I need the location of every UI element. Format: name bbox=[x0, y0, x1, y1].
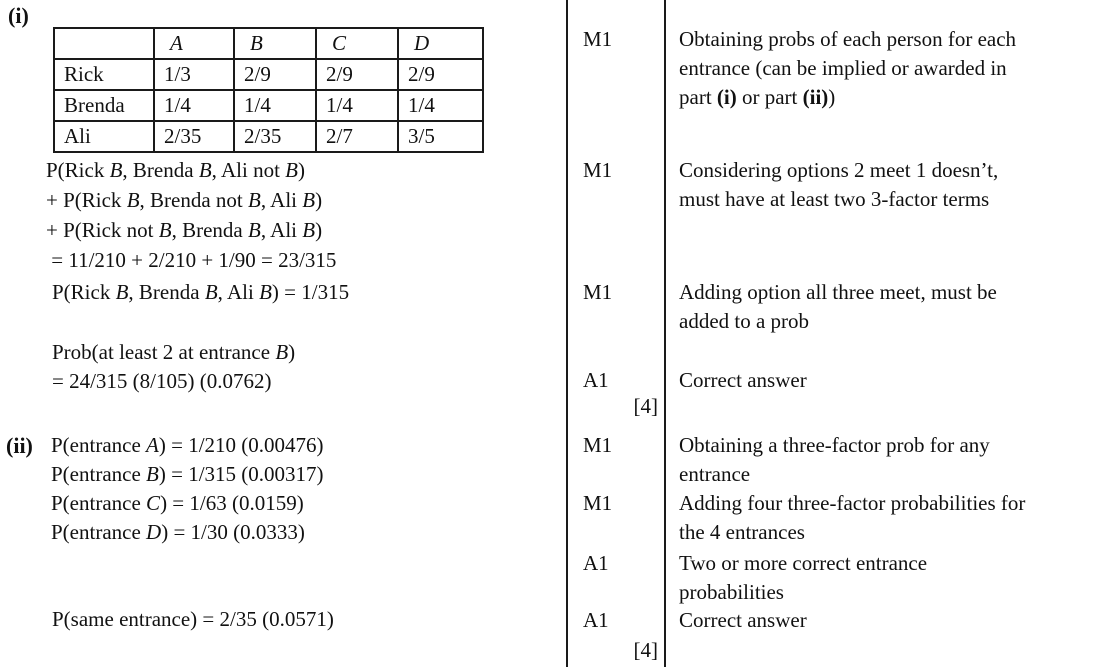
work-line: P(entrance D) = 1/30 (0.0333) bbox=[51, 520, 305, 544]
part-i-answer bbox=[52, 338, 295, 396]
table-corner-cell bbox=[54, 28, 154, 59]
work-line: + P(Rick not B, Brenda B, Ali B) bbox=[46, 218, 323, 242]
part-i-label: (i) bbox=[8, 3, 29, 28]
mark-cell: M1 bbox=[583, 158, 613, 182]
table-header-a: A bbox=[154, 28, 234, 59]
cell-value: 2/35 bbox=[154, 121, 234, 152]
cell-value: 2/9 bbox=[234, 59, 316, 90]
cell-value: 2/9 bbox=[316, 59, 398, 90]
cell-value: 2/7 bbox=[316, 121, 398, 152]
comment-line: entrance (can be implied or awarded in bbox=[679, 56, 1007, 80]
mark-comment bbox=[679, 431, 1094, 489]
mark-cell: M1 bbox=[583, 280, 613, 304]
comment-line: Correct answer bbox=[679, 368, 807, 392]
mark-cell: A1 bbox=[583, 551, 609, 575]
comment-line: Obtaining probs of each person for each bbox=[679, 27, 1017, 51]
comment-line: part (i) or part (ii)) bbox=[679, 85, 836, 109]
part-ii-answer-line: P(same entrance) = 2/35 (0.0571) bbox=[52, 607, 334, 631]
mark-cell: A1 bbox=[583, 608, 609, 632]
table-row-rick bbox=[54, 59, 483, 90]
table-header-b: B bbox=[234, 28, 316, 59]
mark-cell: M1 bbox=[583, 433, 613, 457]
mark-cell: M1 bbox=[583, 491, 613, 515]
work-line: P(entrance A) = 1/210 (0.00476) bbox=[51, 433, 324, 457]
part-ii-total-marks: [4] bbox=[633, 638, 658, 662]
table-header-row bbox=[54, 28, 483, 59]
all-three-meet-line: P(Rick B, Brenda B, Ali B) = 1/315 bbox=[52, 280, 350, 304]
work-line: P(Rick B, Brenda B, Ali not B) bbox=[46, 158, 305, 182]
comment-line: Obtaining a three-factor prob for any bbox=[679, 433, 990, 457]
comment-line: Adding four three-factor probabilities for bbox=[679, 491, 1026, 515]
row-label: Ali bbox=[54, 121, 154, 152]
work-line: P(entrance C) = 1/63 (0.0159) bbox=[51, 491, 304, 515]
mark-cell: M1 bbox=[583, 27, 613, 51]
row-label: Rick bbox=[54, 59, 154, 90]
mark-cell: A1 bbox=[583, 368, 609, 392]
mark-comment bbox=[679, 549, 1094, 607]
cell-value: 2/35 bbox=[234, 121, 316, 152]
mark-comment bbox=[679, 25, 1094, 112]
comment-line: probabilities bbox=[679, 580, 784, 604]
comment-line: must have at least two 3-factor terms bbox=[679, 187, 990, 211]
mark-comment bbox=[679, 278, 1094, 336]
marks-column-left-rule bbox=[566, 0, 568, 667]
row-label: Brenda bbox=[54, 90, 154, 121]
table-row-brenda bbox=[54, 90, 483, 121]
part-ii-label: (ii) bbox=[6, 433, 33, 458]
work-line: P(entrance B) = 1/315 (0.00317) bbox=[51, 462, 324, 486]
cell-value: 3/5 bbox=[398, 121, 483, 152]
comment-line: Adding option all three meet, must be bbox=[679, 280, 997, 304]
table-header-d: D bbox=[398, 28, 483, 59]
cell-value: 2/9 bbox=[398, 59, 483, 90]
cell-value: 1/3 bbox=[154, 59, 234, 90]
cell-value: 1/4 bbox=[154, 90, 234, 121]
table-header-c: C bbox=[316, 28, 398, 59]
mark-comment bbox=[679, 606, 1094, 635]
mark-comment bbox=[679, 156, 1094, 214]
cell-value: 1/4 bbox=[316, 90, 398, 121]
work-line: = 24/315 (8/105) (0.0762) bbox=[52, 369, 272, 393]
table-row-ali bbox=[54, 121, 483, 152]
work-line: + P(Rick B, Brenda not B, Ali B) bbox=[46, 188, 323, 212]
comment-line: added to a prob bbox=[679, 309, 810, 333]
probability-table bbox=[53, 27, 484, 153]
work-line: = 11/210 + 2/210 + 1/90 = 23/315 bbox=[46, 248, 337, 272]
work-line: Prob(at least 2 at entrance B) bbox=[52, 340, 296, 364]
comment-line: entrance bbox=[679, 462, 751, 486]
mark-comment bbox=[679, 366, 1094, 395]
comment-line: Two or more correct entrance bbox=[679, 551, 928, 575]
part-i-total-marks: [4] bbox=[633, 394, 658, 418]
cell-value: 1/4 bbox=[234, 90, 316, 121]
comment-line: Considering options 2 meet 1 doesn’t, bbox=[679, 158, 999, 182]
marks-column-right-rule bbox=[664, 0, 666, 667]
mark-comment bbox=[679, 489, 1094, 547]
cell-value: 1/4 bbox=[398, 90, 483, 121]
part-ii-entrance-probs bbox=[51, 431, 324, 547]
part-i-sum-working bbox=[46, 155, 336, 275]
comment-line: Correct answer bbox=[679, 608, 807, 632]
comment-line: the 4 entrances bbox=[679, 520, 805, 544]
